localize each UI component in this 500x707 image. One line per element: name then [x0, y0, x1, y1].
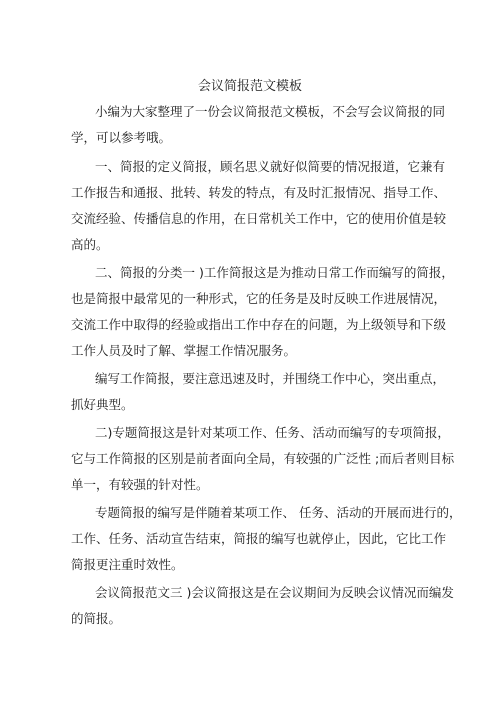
- document-title: 会议简报范文模板: [197, 79, 302, 94]
- text-line: 工作、任务、活动宣告结束，简报的编写也就停止，因此，它比工作: [71, 531, 447, 546]
- text-line: 工作人员及时了解、掌握工作情况服务。: [71, 343, 297, 358]
- text-line: 交流工作中取得的经验或指出工作中存在的问题，为上级领导和下级: [71, 317, 447, 332]
- text-line: 会议简报范文三 )会议简报这是在会议期间为反映会议情况而编发: [95, 585, 454, 600]
- text-line: 学，可以参考哦。: [71, 130, 172, 145]
- text-line: 二)专题简报这是针对某项工作、任务、活动而编写的专项简报，: [95, 425, 450, 440]
- text-line: 二、简报的分类一 )工作简报这是为推动日常工作而编写的简报，: [95, 265, 454, 280]
- text-line: 一、简报的定义简报，顾名思义就好似简要的情况报道，它兼有: [95, 159, 446, 174]
- text-line: 小编为大家整理了一份会议简报范文模板，不会写会议简报的同: [95, 104, 446, 119]
- text-line: 简报更注重时效性。: [71, 557, 184, 572]
- text-line: 专题简报的编写是伴随着某项工作、 任务、活动的开展而进行的，: [95, 505, 462, 520]
- text-line: 也是简报中最常见的一种形式，它的任务是及时反映工作进展情况，: [71, 291, 447, 306]
- text-line: 的简报。: [71, 611, 122, 626]
- text-line: 工作报告和通报、批转、转发的特点，有及时汇报情况、指导工作、: [71, 185, 447, 200]
- text-line: 抓好典型。: [71, 397, 134, 412]
- text-line: 它与工作简报的区别是前者面向全局，有较强的广泛性 ;而后者则目标: [71, 451, 455, 466]
- text-line: 交流经验、传播信息的作用，在日常机关工作中，它的使用价值是较: [71, 211, 447, 226]
- text-line: 单一，有较强的针对性。: [71, 477, 209, 492]
- text-line: 编写工作简报，要注意迅速及时，并围绕工作中心，突出重点，: [95, 371, 446, 386]
- text-line: 高的。: [71, 237, 109, 252]
